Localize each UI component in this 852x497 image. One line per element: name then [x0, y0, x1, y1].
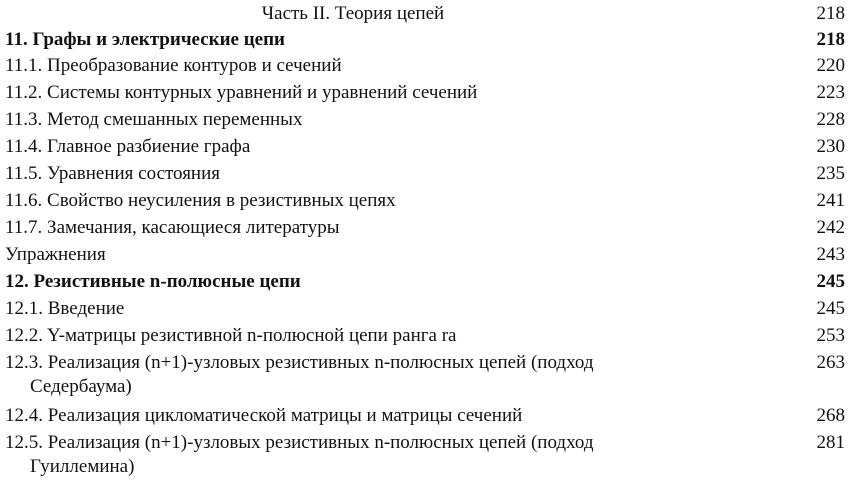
entry-title: 11.6. Свойство неусиления в резистивных цепях — [5, 190, 396, 211]
page-number: 281 — [816, 432, 845, 453]
entry-title: 12.1. Введение — [5, 298, 125, 319]
part-title: Часть II. Теория цепей — [261, 3, 445, 24]
chapter-title: 12. Резистивные n-полюсные цепи — [5, 271, 301, 292]
page-number: 245 — [816, 271, 845, 292]
page-number: 228 — [816, 109, 845, 130]
page-number: 263 — [816, 352, 845, 373]
entry-title: Упражнения — [5, 244, 106, 265]
entry-title: 11.7. Замечания, касающиеся литературы — [5, 217, 340, 238]
entry-title: 11.3. Метод смешанных переменных — [5, 109, 303, 130]
page-number: 245 — [816, 298, 845, 319]
entry-title: 11.1. Преобразование контуров и сечений — [5, 55, 342, 76]
entry-title: 11.5. Уравнения состояния — [5, 163, 221, 184]
entry-title: 12.3. Реализация (n+1)-узловых резистивных n-полюсных цепей (подход — [5, 352, 594, 373]
page-number: 253 — [816, 325, 845, 346]
entry-title: 12.2. Y-матрицы резистивной n-полюсной цепи ранга ra — [5, 325, 457, 346]
page-number: 223 — [816, 82, 845, 103]
page-number: 268 — [816, 405, 845, 426]
entry-title: 11.4. Главное разбиение графа — [5, 136, 251, 157]
page-number: 218 — [816, 29, 845, 50]
page-number: 230 — [816, 136, 845, 157]
page-number: 218 — [816, 3, 845, 24]
page-number: 220 — [816, 55, 845, 76]
entry-title: 12.5. Реализация (n+1)-узловых резистивных n-полюсных цепей (подход — [5, 432, 594, 453]
page-number: 243 — [816, 244, 845, 265]
entry-title-continuation: Гуиллемина) — [30, 456, 135, 477]
entry-title: 11.2. Системы контурных уравнений и уравнений сечений — [5, 82, 478, 103]
page-number: 241 — [816, 190, 845, 211]
page-number: 235 — [816, 163, 845, 184]
entry-title-continuation: Седербаума) — [30, 376, 132, 397]
entry-title: 12.4. Реализация цикломатической матрицы и матрицы сечений — [5, 405, 523, 426]
chapter-title: 11. Графы и электрические цепи — [5, 29, 285, 50]
page-number: 242 — [816, 217, 845, 238]
